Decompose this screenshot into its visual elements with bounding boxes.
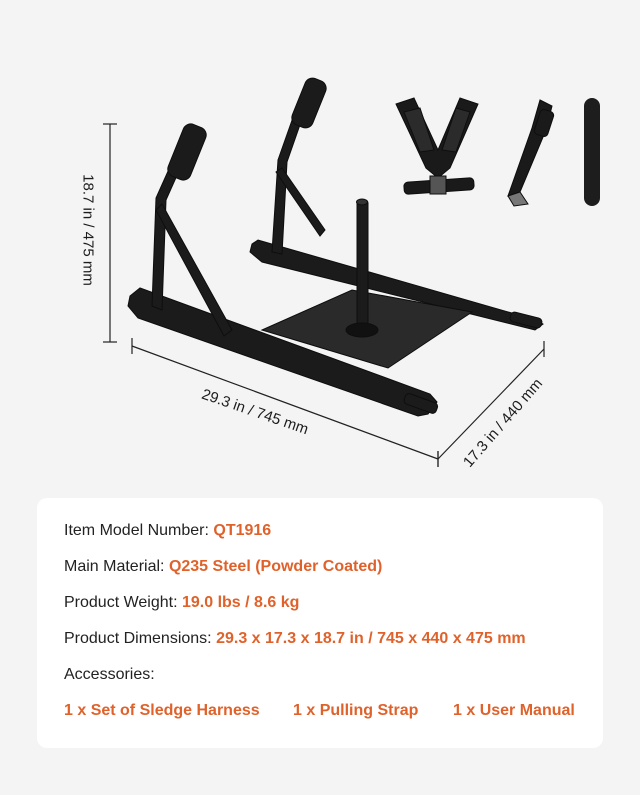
spec-dimensions-label: Product Dimensions:: [64, 630, 212, 647]
height-dimension-line: [103, 124, 117, 342]
sled-illustration: [128, 76, 543, 416]
spec-card: [37, 498, 603, 748]
spec-dimensions-row: [64, 630, 526, 648]
manual-tube-illustration: [584, 98, 600, 206]
harness-illustration: [396, 98, 478, 194]
accessory-manual: 1 x User Manual: [453, 702, 575, 719]
strap-illustration: [508, 100, 555, 206]
spec-dimensions-value: 29.3 x 17.3 x 18.7 in / 745 x 440 x 475 mm: [216, 630, 526, 647]
height-dimension-label: 18.7 in / 475 mm: [79, 174, 97, 286]
spec-material-row: [64, 558, 382, 576]
spec-weight-value: 19.0 lbs / 8.6 kg: [182, 594, 300, 611]
spec-model-value: QT1916: [213, 522, 272, 539]
accessory-harness: 1 x Set of Sledge Harness: [64, 702, 260, 719]
spec-weight-label: Product Weight:: [64, 594, 178, 611]
spec-model-label: Item Model Number:: [64, 522, 209, 539]
accessory-strap: 1 x Pulling Strap: [293, 702, 419, 719]
spec-material-value: Q235 Steel (Powder Coated): [168, 558, 383, 575]
spec-weight-row: [64, 594, 299, 612]
length-dimension-label: 29.3 in / 745 mm: [199, 385, 311, 439]
spec-accessories-label: Accessories:: [64, 666, 155, 683]
spec-material-label: Main Material:: [64, 558, 165, 575]
width-dimension-label: 17.3 in / 440 mm: [459, 375, 547, 471]
spec-model-row: [64, 522, 271, 540]
